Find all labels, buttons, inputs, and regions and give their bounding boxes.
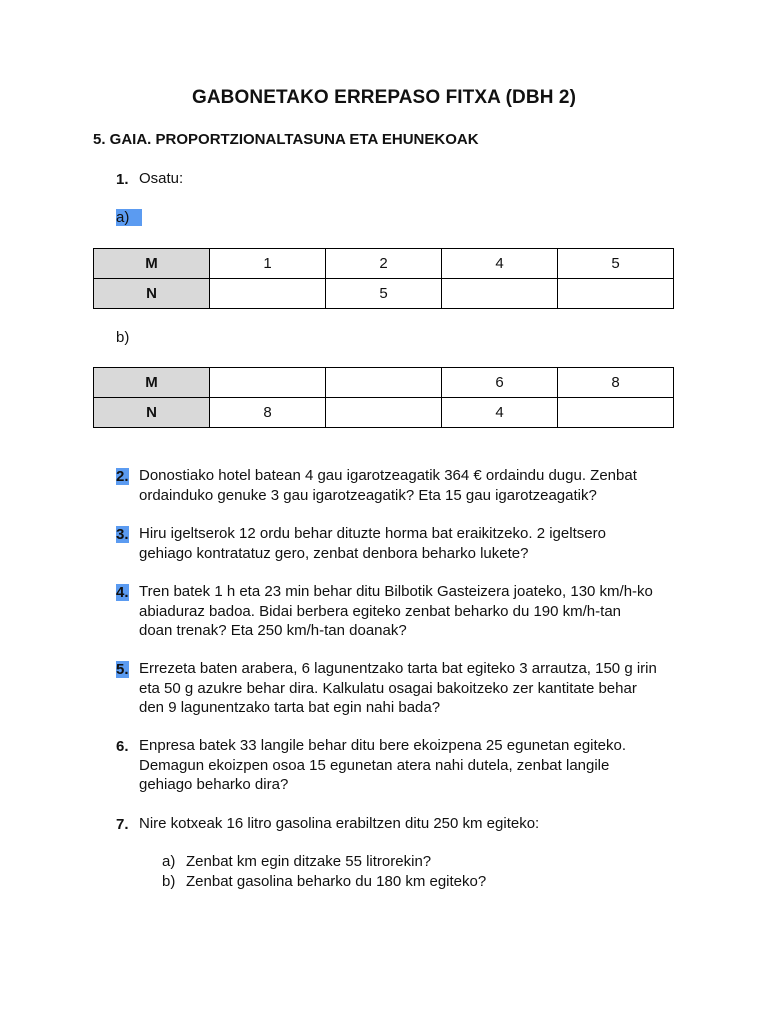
section-heading: 5. GAIA. PROPORTZIONALTASUNA ETA EHUNEKOAK	[93, 131, 479, 148]
table-cell	[210, 279, 326, 309]
question-7-sub-a-label: a)	[162, 853, 176, 870]
question-4-number: 4.	[116, 584, 129, 601]
table-a-row-n	[94, 279, 674, 309]
table-cell	[558, 279, 674, 309]
table-a-row-m	[94, 249, 674, 279]
question-7-sub-b-text: Zenbat gasolina beharko du 180 km egiteko?	[186, 873, 487, 890]
table-cell	[326, 368, 442, 398]
table-cell: 8	[210, 398, 326, 428]
table-cell: 4	[442, 249, 558, 279]
question-7-text: Nire kotxeak 16 litro gasolina erabiltzen ditu 250 km egiteko:	[139, 815, 540, 832]
question-1-number: 1.	[116, 171, 129, 188]
table-cell	[442, 279, 558, 309]
table-cell: 1	[210, 249, 326, 279]
question-3-number: 3.	[116, 526, 129, 543]
question-6-number: 6.	[116, 738, 129, 755]
document-title: GABONETAKO ERREPASO FITXA (DBH 2)	[191, 87, 576, 108]
question-1-text: Osatu:	[139, 170, 184, 187]
table-cell	[558, 398, 674, 428]
table-b-row-n	[94, 398, 674, 428]
table-cell: 2	[326, 249, 442, 279]
table-cell: N	[94, 398, 210, 428]
question-3-text: Hiru igeltserok 12 ordu behar dituzte horma bat eraikitzeko. 2 igeltsero gehiago kontratatuz gero, zenbat denbora beharko lukete?	[139, 525, 606, 562]
question-5-number: 5.	[116, 661, 129, 678]
question-2-number: 2.	[116, 468, 129, 485]
question-7-sub-b-label: b)	[162, 873, 176, 890]
question-5-text: Errezeta baten arabera, 6 lagunentzako tarta bat egiteko 3 arrautza, 150 g irin eta 50 g azukre behar dira. Kalkulatu osagai bakoitzeko zer kantitate behar den 9 lagunentzako tarta bat egin nahi bada?	[139, 660, 657, 716]
table-cell: 5	[326, 279, 442, 309]
part-a-label	[116, 208, 142, 228]
table-cell: N	[94, 279, 210, 309]
table-cell	[210, 368, 326, 398]
table-cell: 8	[558, 368, 674, 398]
question-7-sub-a-text: Zenbat km egin ditzake 55 litrorekin?	[186, 853, 432, 870]
question-7-number: 7.	[116, 816, 129, 833]
table-b-row-m	[94, 368, 674, 398]
table-cell: 5	[558, 249, 674, 279]
table-cell: M	[94, 368, 210, 398]
question-4-text: Tren batek 1 h eta 23 min behar ditu Bilbotik Gasteizera joateko, 130 km/h-ko abiaduraz badoa. Bidai berbera egiteko zenbat beharko du 190 km/h-tan doan trenak? Eta 250 km/h-tan doanak?	[139, 583, 653, 639]
part-b-label: b)	[116, 329, 130, 346]
table-cell: 4	[442, 398, 558, 428]
table-cell: M	[94, 249, 210, 279]
table-cell: 6	[442, 368, 558, 398]
question-2-text: Donostiako hotel batean 4 gau igarotzeagatik 364 € ordaindu dugu. Zenbat ordainduko genuke 3 gau igarotzeagatik? Eta 15 gau igarotzeagatik?	[139, 467, 637, 504]
question-6-text: Enpresa batek 33 langile behar ditu bere ekoizpena 25 egunetan egiteko. Demagun ekoizpen osoa 15 egunetan atera nahi dutela, zenbat langile gehiago beharko dira?	[139, 737, 627, 793]
part-a-label-text: a)	[116, 209, 130, 226]
table-cell	[326, 398, 442, 428]
table-b	[93, 367, 674, 428]
table-a	[93, 248, 674, 309]
